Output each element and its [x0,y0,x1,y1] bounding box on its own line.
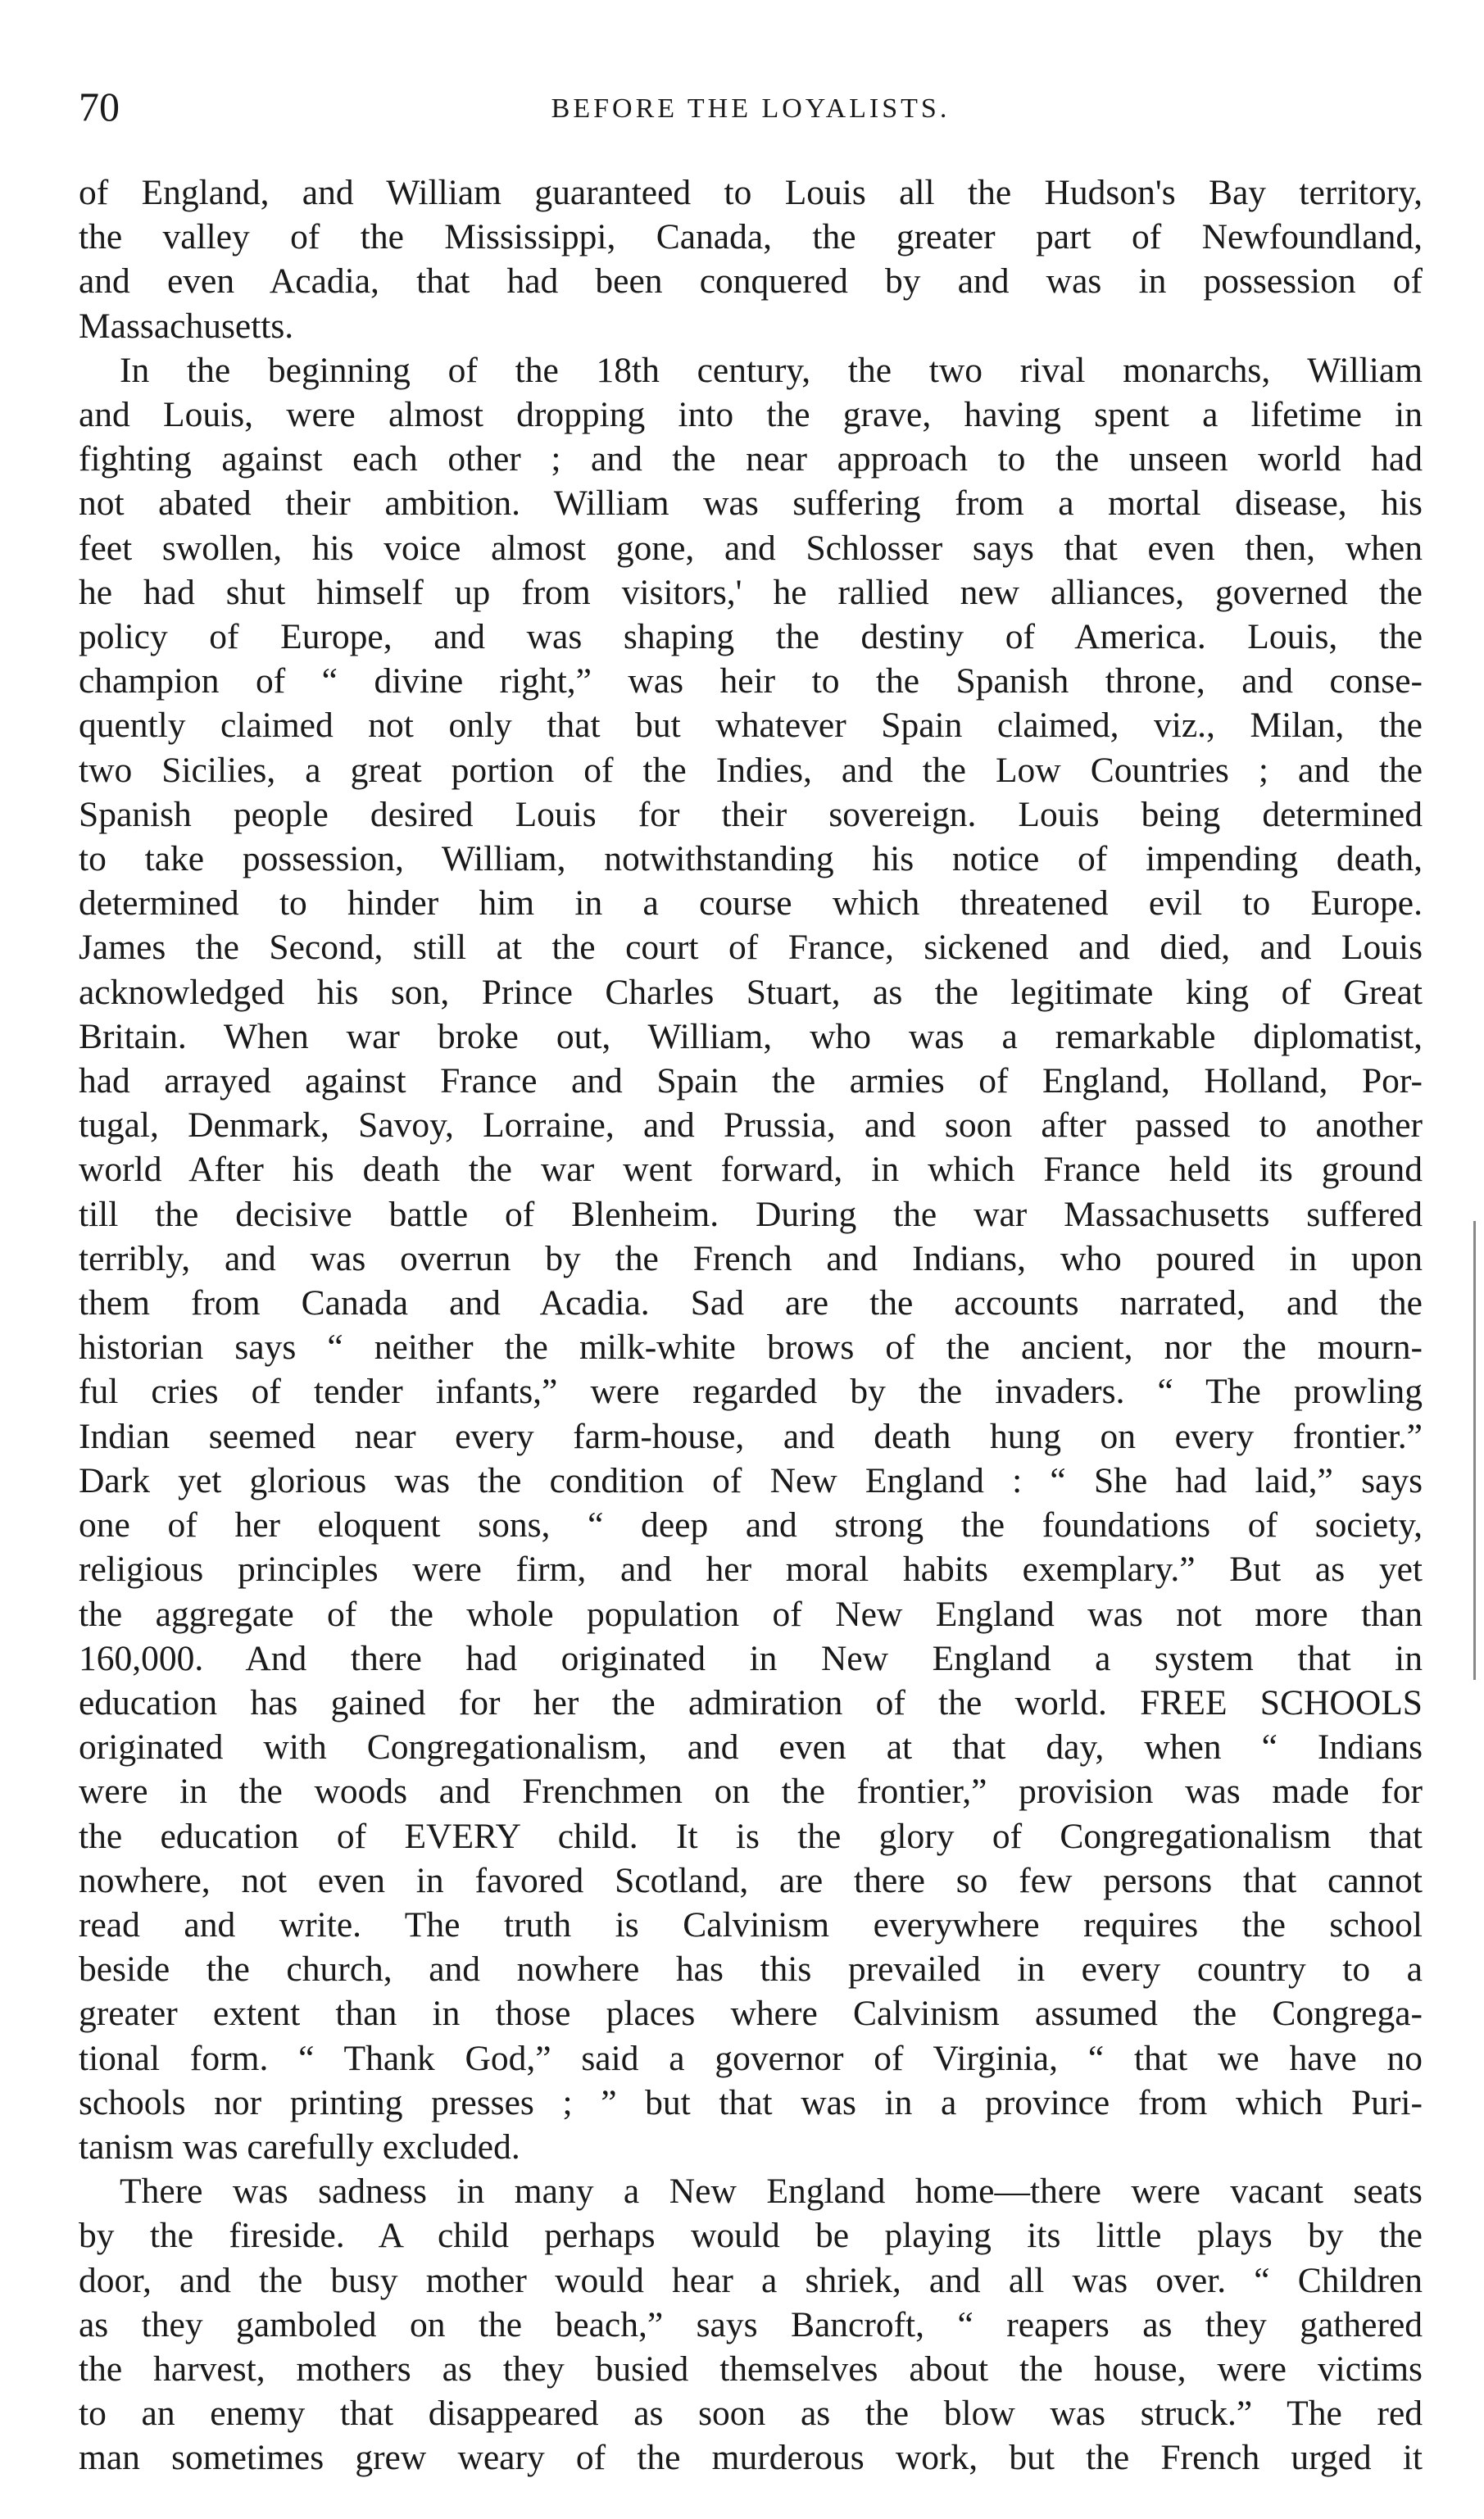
text-line: tanism was carefully excluded. [79,2126,520,2167]
text-line: feet swollen, his voice almost gone, and Schlosser says that even then, when [79,528,1423,568]
text-line: tional form. “ Thank God,” said a governor of Virginia, “ that we have no [79,2038,1423,2078]
text-line: Massachusetts. [79,306,294,346]
text-line: the harvest, mothers as they busied themselves about the house, were victims [79,2349,1423,2389]
text-line: and Louis, were almost dropping into the grave, having spent a lifetime in [79,395,1423,435]
text-line: to take possession, William, notwithstanding his notice of impending death, [79,839,1423,879]
text-line: and even Acadia, that had been conquered by and was in possession of [79,261,1423,302]
page-edge-mark [1473,1221,1476,1680]
text-line: were in the woods and Frenchmen on the frontier,” provision was made for [79,1772,1423,1812]
text-line: determined to hinder him in a course which threatened evil to Europe. [79,883,1423,924]
text-line: beside the church, and nowhere has this prevailed in every country to a [79,1949,1423,1990]
text-line: acknowledged his son, Prince Charles Stuart, as the legitimate king of Great [79,972,1423,1012]
text-line: fighting against each other ; and the near approach to the unseen world had [79,439,1423,479]
text-line: nowhere, not even in favored Scotland, are there so few persons that cannot [79,1860,1423,1900]
page-header [79,82,1423,139]
text-line: historian says “ neither the milk-white brows of the ancient, nor the mourn- [79,1328,1423,1368]
text-line: the education of EVERY child. It is the glory of Congregationalism that [79,1816,1423,1856]
text-line: quently claimed not only that but whatever Spain claimed, viz., Milan, the [79,706,1423,746]
text-line: greater extent than in those places where Calvinism assumed the Congrega- [79,1994,1423,2034]
text-line: till the decisive battle of Blenheim. During the war Massachusetts suffered [79,1194,1423,1234]
paragraph-3 [79,2169,1423,2480]
text-line: Spanish people desired Louis for their sovereign. Louis being determined [79,794,1423,834]
text-line: he had shut himself up from visitors,' he rallied new alliances, governed the [79,572,1423,612]
text-line: world After his death the war went forward, in which France held its ground [79,1150,1423,1190]
text-line: terribly, and was overrun by the French and Indians, who poured in upon [79,1238,1423,1278]
text-line: one of her eloquent sons, “ deep and strong the foundations of society, [79,1505,1423,1545]
book-page [79,82,1423,2480]
text-line: to an enemy that disappeared as soon as the blow was struck.” The red [79,2394,1423,2434]
page-number: 70 [79,84,120,129]
text-line: of England, and William guaranteed to Louis all the Hudson's Bay territory, [79,173,1423,212]
text-line: by the fireside. A child perhaps would be playing its little plays by the [79,2216,1423,2256]
text-line: Indian seemed near every farm-house, and death hung on every frontier.” [79,1416,1423,1456]
text-line: not abated their ambition. William was suffering from a mortal disease, his [79,483,1423,524]
text-line: There was sadness in many a New England home—there were vacant seats [120,2172,1423,2212]
text-line: them from Canada and Acadia. Sad are the accounts narrated, and the [79,1283,1423,1323]
text-line: tugal, Denmark, Savoy, Lorraine, and Prussia, and soon after passed to another [79,1105,1423,1146]
text-line: James the Second, still at the court of France, sickened and died, and Louis [79,928,1423,968]
text-line: policy of Europe, and was shaping the destiny of America. Louis, the [79,617,1423,657]
text-line: originated with Congregationalism, and even at that day, when “ Indians [79,1727,1423,1768]
text-line: door, and the busy mother would hear a shriek, and all was over. “ Children [79,2260,1423,2300]
text-line: the valley of the Mississippi, Canada, the greater part of Newfoundland, [79,217,1423,257]
text-line: two Sicilies, a great portion of the Indies, and the Low Countries ; and the [79,750,1423,790]
text-line: man sometimes grew weary of the murderous work, but the French urged it [79,2438,1423,2478]
text-line: religious principles were firm, and her moral habits exemplary.” But as yet [79,1550,1423,1590]
paragraph-2 [79,348,1423,2169]
text-line: as they gamboled on the beach,” says Bancroft, “ reapers as they gathered [79,2304,1423,2344]
text-line: the aggregate of the whole population of New England was not more than [79,1594,1423,1634]
text-line: schools nor printing presses ; ” but that was in a province from which Puri- [79,2082,1423,2122]
paragraph-1 [79,170,1423,348]
text-line: champion of “ divine right,” was heir to the Spanish throne, and conse- [79,661,1423,701]
text-line: Britain. When war broke out, William, who was a remarkable diplomatist, [79,1016,1423,1056]
text-line: In the beginning of the 18th century, the two rival monarchs, William [120,350,1423,390]
text-line: education has gained for her the admiration of the world. FREE SCHOOLS [79,1682,1423,1722]
text-line: had arrayed against France and Spain the armies of England, Holland, Por- [79,1061,1423,1101]
text-line: read and write. The truth is Calvinism everywhere requires the school [79,1904,1423,1945]
running-head: BEFORE THE LOYALISTS. [551,93,951,124]
text-line: Dark yet glorious was the condition of New England : “ She had laid,” says [79,1460,1423,1500]
text-line: ful cries of tender infants,” were regarded by the invaders. “ The prowling [79,1372,1423,1412]
text-line: 160,000. And there had originated in New England a system that in [79,1638,1423,1678]
